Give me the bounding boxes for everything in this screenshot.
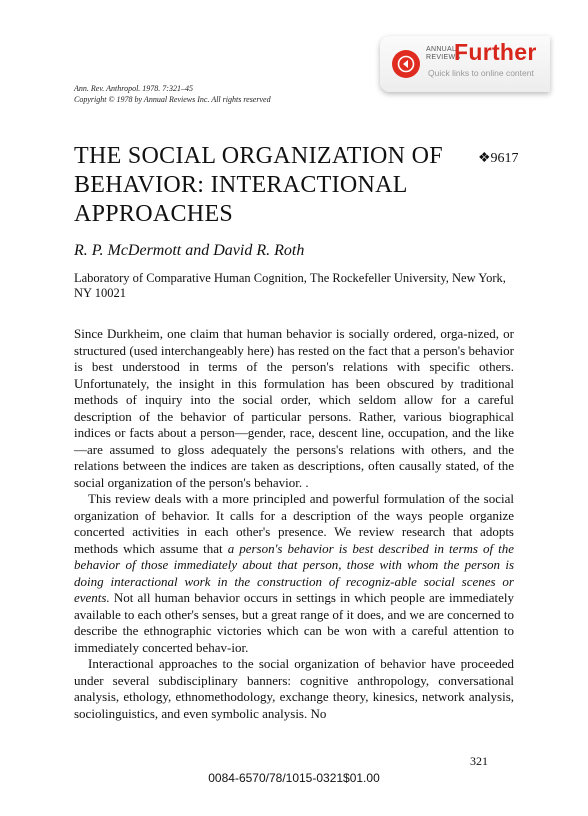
author-affiliation: Laboratory of Comparative Human Cognition, The Rockefeller University, New York, NY 10021 [74,271,506,300]
article-title: THE SOCIAL ORGANIZATION OF BEHAVIOR: INTERACTIONAL APPROACHES [74,143,443,227]
banner-tagline: Quick links to online content [428,68,534,78]
paragraph-2-start: This review deals with a more principled and powerful formulation of the social organization of behavior. It calls for a description of the ways people organize concerted activities in each other's presence. We review research that adopts methods which assume that [74,491,514,556]
paragraph-2-emphasis: a person's behavior is best described in terms of the behavior of those immediately about that person, those with whom the person is doing interactional work in the construction of recogniz-able social scenes or events. [74,540,514,605]
article-authors: R. P. McDermott and David R. Roth [74,242,305,259]
brand-line-reviews: REVIEWS [426,54,461,61]
article-code: ❖9617 [478,151,519,166]
body-paragraph-3: Interactional approaches to the social organization of behavior have proceeded under several subdisciplinary banners: cognitive anthropology, conversational analysis, ethology, ethnomethodology, exchange theory, kinesics, network analysis, sociolinguistics, and even symbolic analysis. No [74,656,514,721]
back-arrow-icon [392,50,420,78]
citation-journal-line: Ann. Rev. Anthropol. 1978. 7:321–45 [74,84,193,93]
article-body [74,326,514,722]
further-wordmark: Further [454,39,537,65]
paragraph-2-end: Not all human behavior occurs in settings in which people are immediately available to each other's senses, but a great range of it does, and we are concerned to describe the ethnographic victories which can be won with a careful attention to immediately concerted behav-ior. [74,590,514,655]
brand-line-annual: ANNUAL [426,46,457,53]
body-paragraph-1: Since Durkheim, one claim that human behavior is socially ordered, orga-nized, or structured (used interchangeably here) has rested on the fact that a person's behavior is best understood in terms of the person's relations with specific others. Unfortunately, the insight in this formulation has been obscured by traditional methods of inquiry into the social order, which seldom allow for a careful description of the behavior of particular persons. Rather, various biographical indices or facts about a person—gender, race, descent line, occupation, and the like—are assumed to gloss adequately the persons's relations with others, and the relations between the indices are taken as descriptions, often causally stated, of the social organization of the person's behavior. . [74,326,514,490]
annual-reviews-further-banner[interactable] [380,36,550,92]
journal-citation [74,83,271,105]
page-number: 321 [470,754,488,768]
citation-copyright-line: Copyright © 1978 by Annual Reviews Inc. All rights reserved [74,95,271,104]
body-paragraph-2 [74,491,514,656]
isbn-code: 0084-6570/78/1015-0321$01.00 [208,771,380,785]
